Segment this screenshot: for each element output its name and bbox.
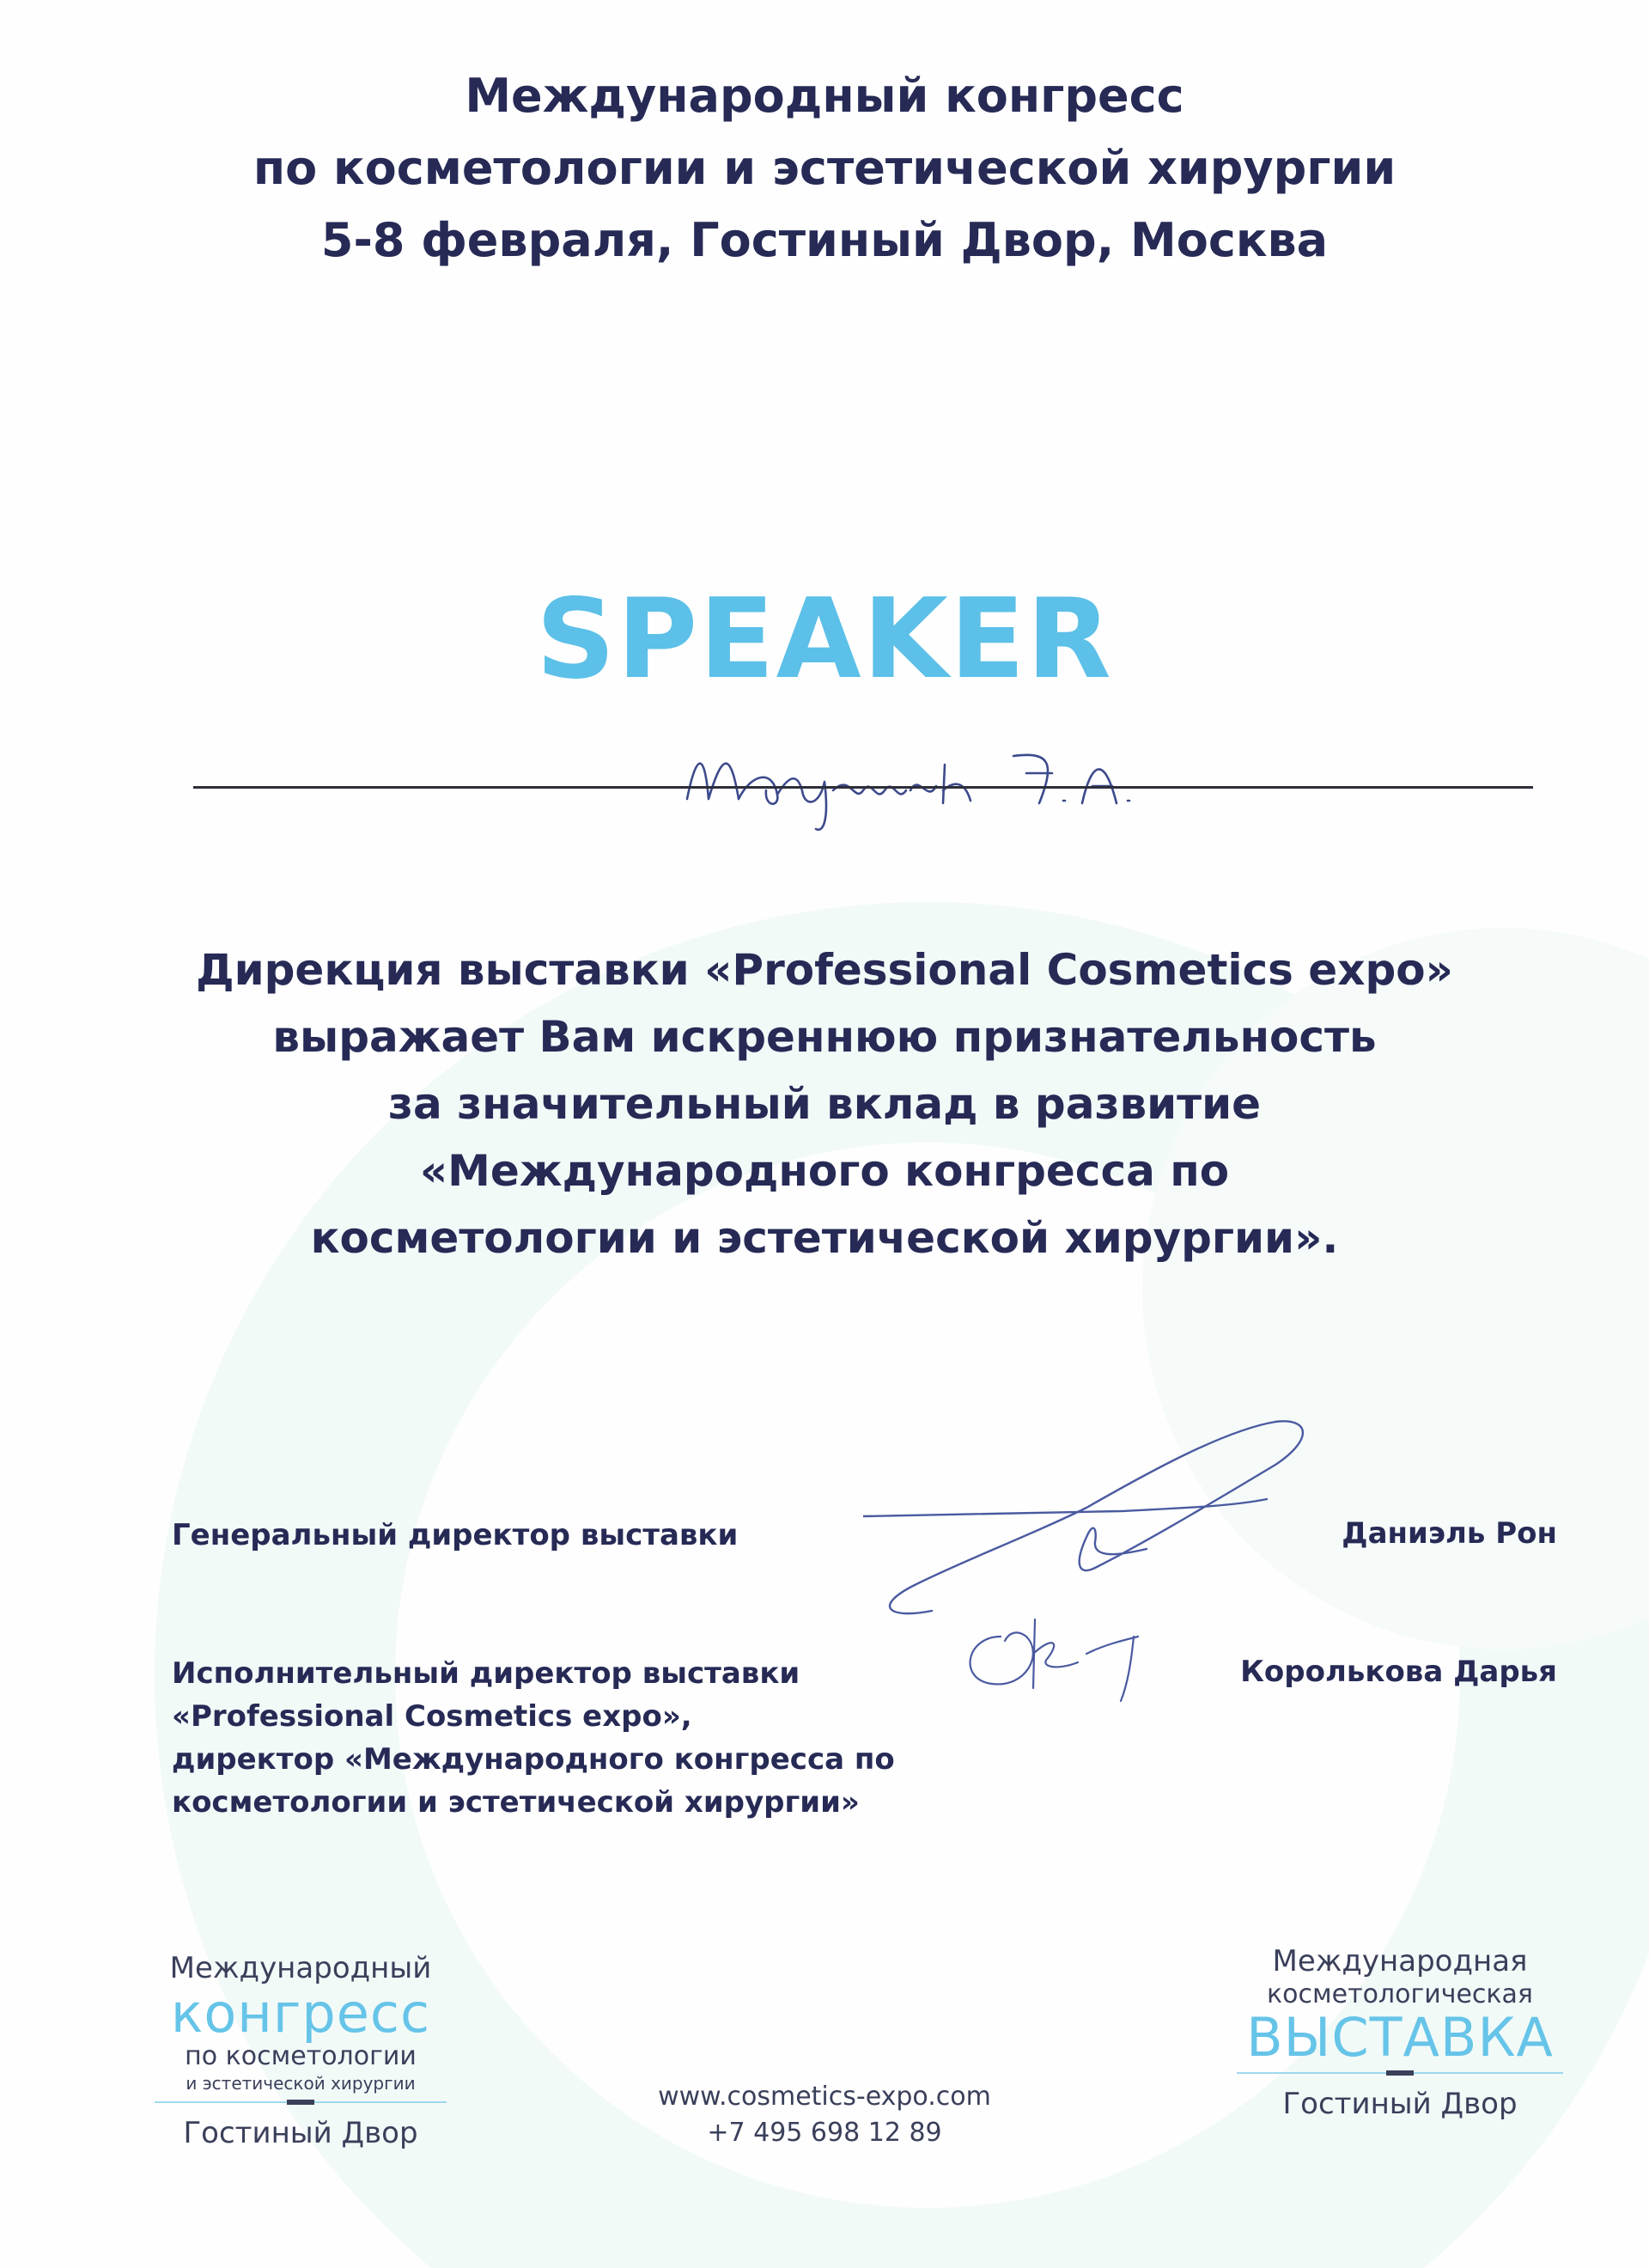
event-header [0,60,1649,277]
executive-director-label [172,1652,895,1824]
message-line: косметологии и эстетической хирургии». [310,1213,1339,1263]
message-line: выражает Вам искреннюю признательность [272,1012,1377,1062]
recipient-name-line [193,786,1533,789]
executive-label-line: Исполнительный директор выставки [172,1656,800,1691]
congress-logo-venue: Гостиный Двор [183,2116,418,2150]
executive-label-line: директор «Международного конгресса по [172,1742,895,1777]
website-text: www.cosmetics-expo.com [658,2082,991,2112]
exhibition-logo-main: ВЫСТАВКА [1246,2006,1554,2069]
header-title: Международный конгресс [465,69,1184,123]
logo-divider [1237,2072,1563,2074]
congress-logo-top: Международный [169,1951,432,1985]
exhibition-logo [1237,1943,1563,2124]
executive-director-name: Королькова Дарья [1240,1655,1557,1689]
gratitude-message [0,936,1649,1271]
message-line: «Международного конгресса по [419,1146,1230,1196]
general-director-label: Генеральный директор выставки [172,1518,739,1552]
executive-label-line: косметологии и эстетической хирургии» [172,1785,860,1820]
header-date-venue: 5-8 февраля, Гостиный Двор, Москва [320,213,1329,267]
congress-logo-small: и эстетической хирургии [186,2073,416,2094]
handwritten-recipient-name [670,722,1151,833]
exhibition-logo-venue: Гостиный Двор [1282,2087,1518,2121]
executive-label-line: «Professional Cosmetics expo», [172,1699,692,1734]
executive-director-signature [949,1602,1207,1714]
exhibition-logo-top: Международная [1272,1944,1528,1978]
general-director-name: Даниэль Рон [1342,1516,1557,1551]
exhibition-logo-subtitle: косметологическая [1267,1979,1533,2009]
congress-logo-subtitle: по косметологии [185,2041,417,2071]
message-line: Дирекция выставки «Professional Cosmetics expo» [196,945,1453,995]
phone-text: +7 495 698 12 89 [707,2118,942,2148]
header-subtitle: по косметологии и эстетической хирургии [253,141,1396,195]
message-line: за значительный вклад в развитие [387,1079,1262,1129]
congress-logo-main: конгресс [170,1982,431,2045]
speaker-title: SPEAKER [536,576,1113,704]
